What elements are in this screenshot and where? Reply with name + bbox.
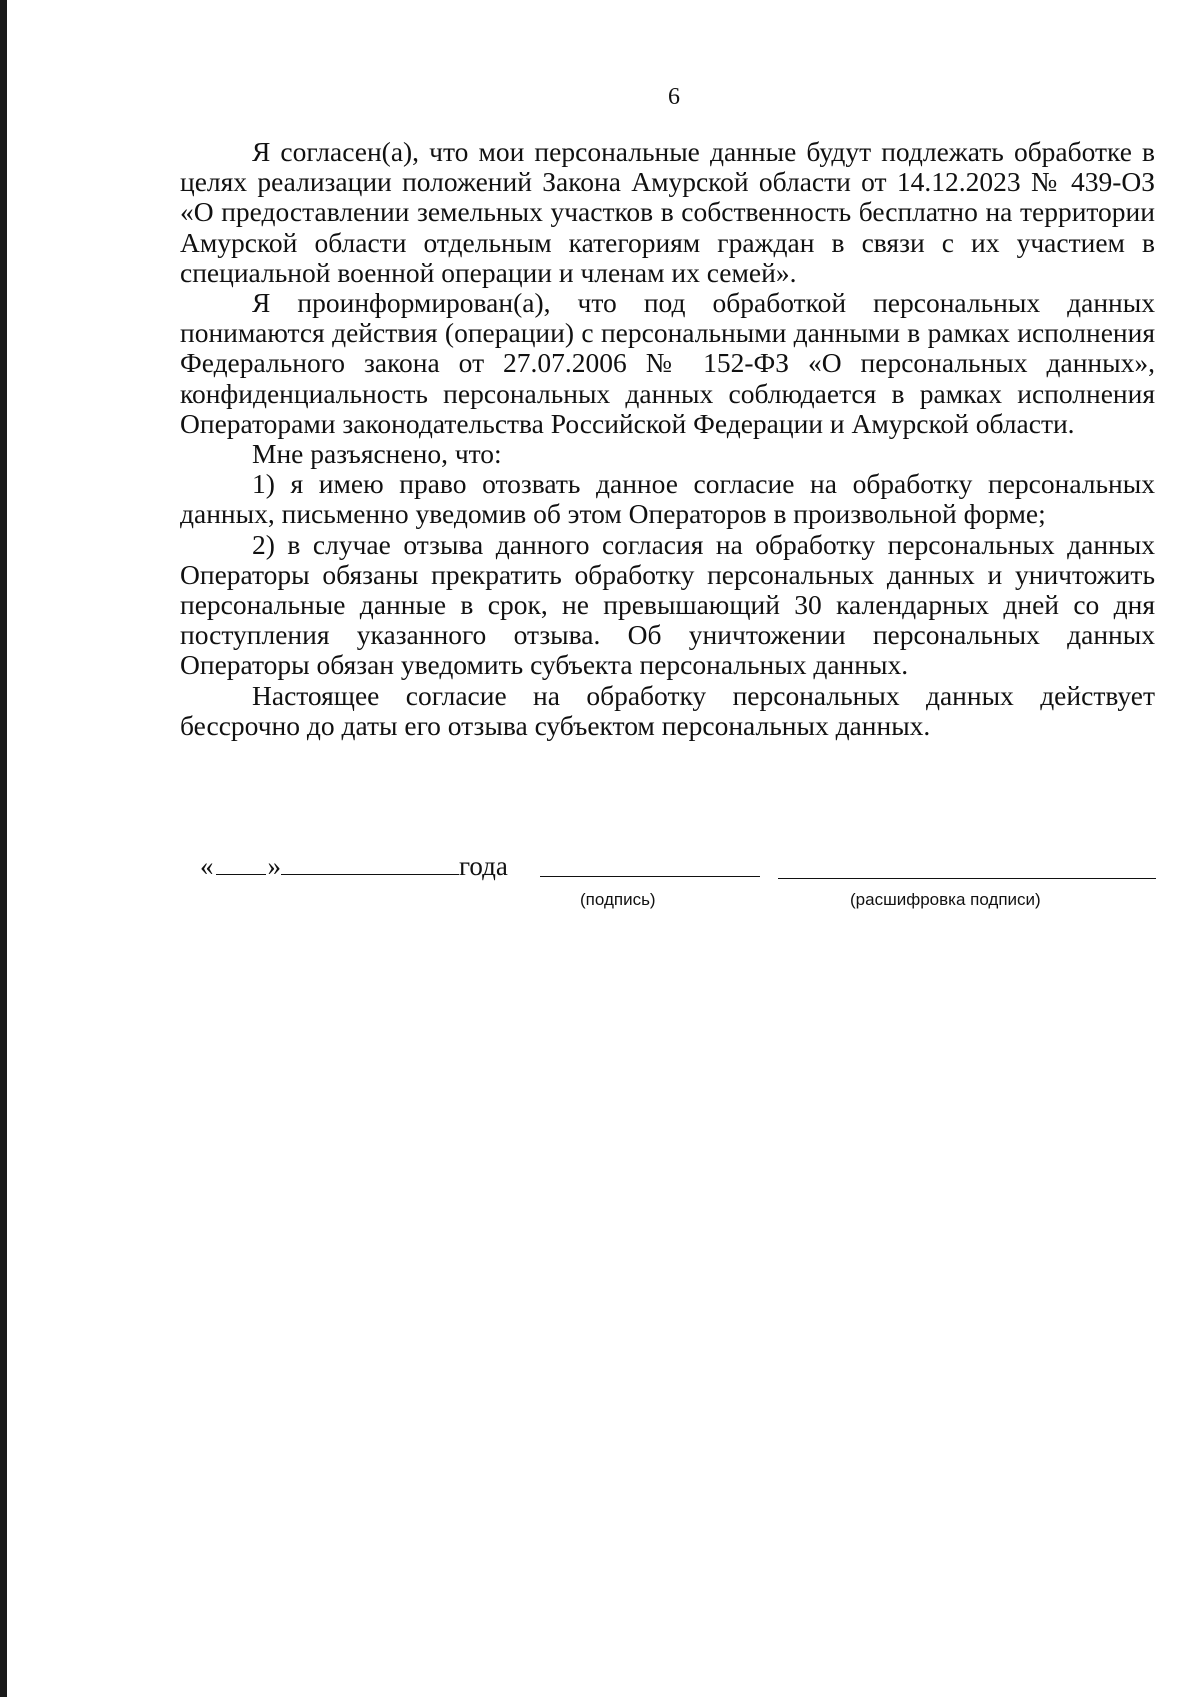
- paragraph-validity: Настоящее согласие на обработку персональных данных действует бессрочно до даты его отзыва субъектом персональных данных.: [180, 679, 1155, 741]
- signature-decoding-line: [778, 878, 1156, 879]
- document-body: [180, 137, 1155, 741]
- paragraph-consent: Я согласен(а), что мои персональные данные будут подлежать обработке в целях реализации положений Закона Амурской области от 14.12.2023 № 439-ОЗ «О предоставлении земельных участков в собственность бесплатно на территории Амурской области отдельным категориям граждан в связи с их участием в специальной военной операции и членам их семей».: [180, 136, 1155, 288]
- date-field: [200, 848, 508, 882]
- page-number: 6: [668, 84, 680, 110]
- paragraph-informed: Я проинформирован(а), что под обработкой персональных данных понимаются действия (операции) с персональными данными в рамках исполнения Федерального закона от 27.07.2006 № 152-ФЗ «О персональных данных», конфиденциальность персональных данных соблюдается в рамках исполнения Операторами законодательства Российской Федерации и Амурской области.: [180, 287, 1155, 439]
- year-word: года: [459, 851, 508, 881]
- paragraph-explained: Мне разъяснено, что:: [252, 438, 502, 470]
- list-item-withdraw-right: 1) я имею право отозвать данное согласие на обработку персональных данных, письменно уведомив об этом Операторов в произвольной форме;: [180, 468, 1155, 530]
- decoding-caption: (расшифровка подписи): [850, 890, 1041, 909]
- list-item-withdraw-consequences: 2) в случае отзыва данного согласия на обработку персональных данных Операторы обязаны прекратить обработку персональных данных и уничтожить персональные данные в срок, не превышающий 30 календарных дней со дня поступления указанного отзыва. Об уничтожении персональных данных Операторы обязан уведомить субъекта персональных данных.: [180, 528, 1155, 681]
- scan-edge: [0, 0, 7, 1697]
- signature-line: [540, 876, 760, 877]
- quote-close: »: [267, 851, 281, 881]
- signature-block: [200, 848, 1165, 918]
- day-blank-line: [216, 848, 266, 875]
- month-blank-line: [281, 848, 459, 875]
- quote-open: «: [200, 851, 214, 881]
- signature-caption: (подпись): [580, 890, 656, 909]
